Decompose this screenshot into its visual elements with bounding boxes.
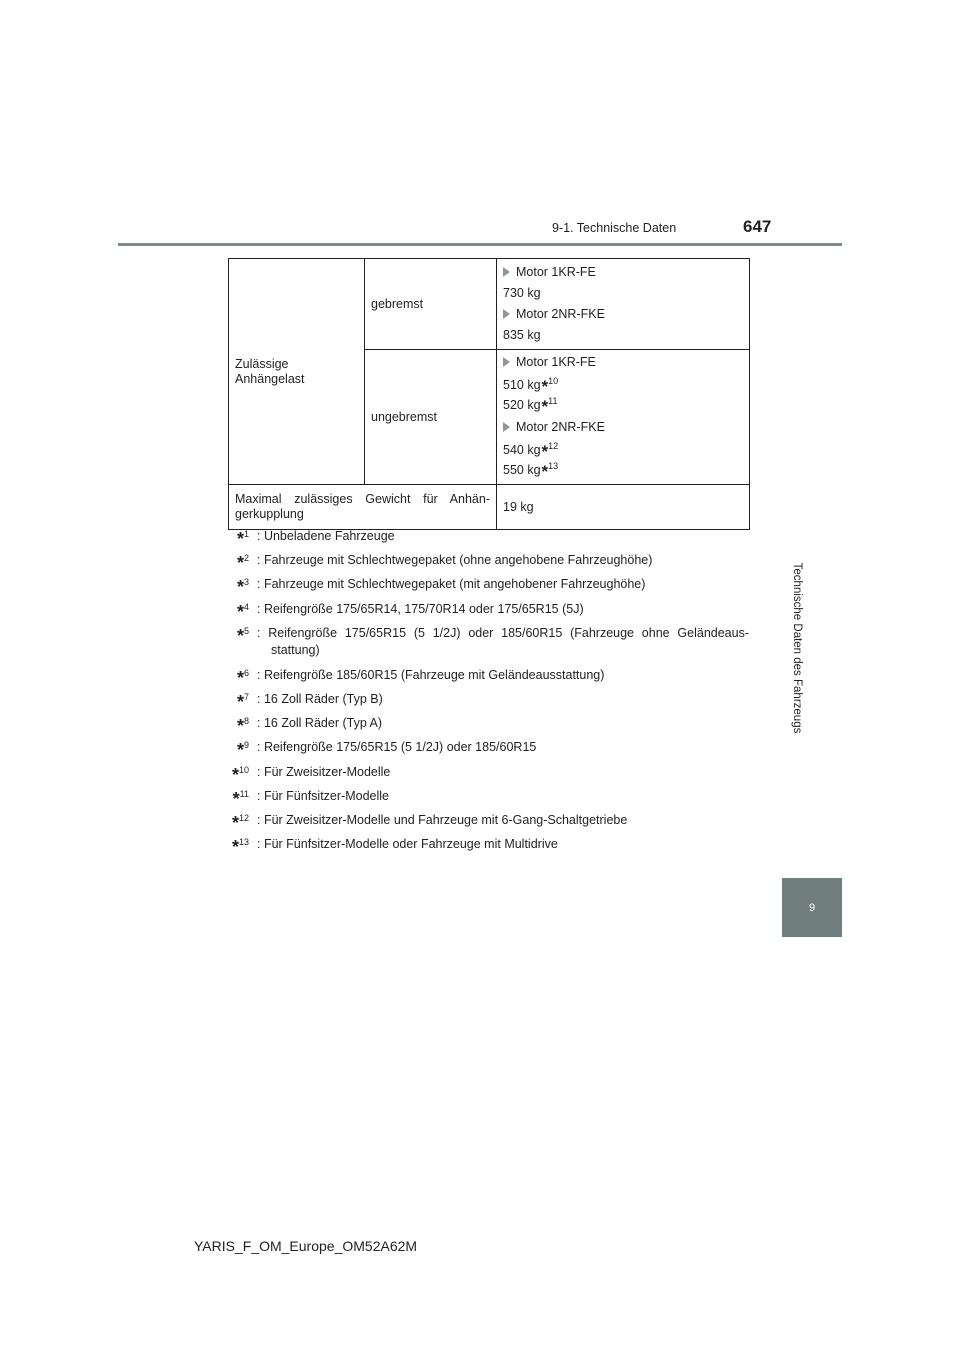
- weight-value: 540 kg*$^{12}$: [503, 441, 559, 461]
- triangle-bullet-icon: [503, 267, 510, 277]
- engine-name: Motor 2NR-FKE: [516, 307, 605, 321]
- footnote-ref: 10: [238, 765, 249, 775]
- weight-value: 550 kg*$^{13}$: [503, 461, 559, 481]
- table-row: [229, 485, 750, 530]
- weight-value: 520 kg*$^{11}$: [503, 396, 558, 416]
- asterisk-icon: *: [236, 692, 244, 712]
- footnote-ref: 7: [243, 692, 249, 702]
- asterisk-icon: *: [236, 716, 244, 736]
- unbraked-label-cell: [365, 350, 497, 485]
- table-row: [229, 259, 750, 350]
- asterisk-icon: *: [231, 837, 239, 857]
- chapter-number: 9: [808, 901, 816, 914]
- footnote-ref: 3: [243, 577, 249, 587]
- weight-value: 730 kg: [503, 286, 541, 300]
- list-item: [503, 265, 743, 280]
- footnote-ref: 12: [238, 813, 249, 823]
- chapter-number-tab: [782, 878, 842, 937]
- footnote-text: : 16 Zoll Räder (Typ A): [257, 716, 383, 730]
- asterisk-icon: *: [236, 668, 244, 688]
- footnote-ref: 13: [548, 461, 559, 471]
- asterisk-icon: *: [231, 765, 239, 785]
- unbraked-values-cell: [497, 350, 750, 485]
- engine-name: Motor 1KR-FE: [516, 355, 596, 369]
- section-title: 9-1. Technische Daten: [552, 221, 677, 235]
- list-item: [503, 307, 743, 322]
- trailer-load-table: [228, 258, 750, 530]
- footnote-text: : Für Fünfsitzer-Modelle oder Fahrzeuge mit Multidrive: [257, 837, 558, 851]
- footnote-text: : Für Fünfsitzer-Modelle: [257, 789, 389, 803]
- document-id: YARIS_F_OM_Europe_OM52A62M: [194, 1238, 418, 1254]
- coupling-value-cell: [497, 485, 750, 530]
- triangle-bullet-icon: [503, 422, 510, 432]
- footnote-ref: 10: [548, 376, 559, 386]
- footnote-text: : Fahrzeuge mit Schlechtwegepaket (ohne angehobene Fahrzeughöhe): [257, 553, 653, 567]
- page-number: 647: [743, 217, 772, 236]
- footnote-ref: 11: [239, 789, 249, 799]
- braked-label: gebremst: [371, 296, 424, 311]
- weight-value: 835 kg: [503, 328, 541, 342]
- coupling-weight: 19 kg: [503, 499, 534, 514]
- asterisk-icon: *: [541, 442, 549, 461]
- engine-name: Motor 1KR-FE: [516, 265, 596, 279]
- coupling-label-line2: gerkupplung: [235, 507, 304, 521]
- footnote-text: : Unbeladene Fahrzeuge: [257, 529, 395, 543]
- coupling-label-line1: Maximal zulässiges Gewicht für Anhän-: [235, 492, 490, 506]
- asterisk-icon: *: [236, 577, 244, 597]
- asterisk-icon: *: [236, 740, 244, 760]
- asterisk-icon: *: [541, 462, 549, 481]
- asterisk-icon: *: [541, 397, 549, 416]
- footnote-ref: 13: [238, 837, 249, 847]
- list-item: [503, 355, 743, 370]
- braked-label-cell: [365, 259, 497, 350]
- table-label-cell: [229, 259, 365, 485]
- coupling-label-cell: [229, 485, 497, 530]
- footnote-ref: 8: [243, 716, 249, 726]
- header-rule: [118, 243, 842, 246]
- footnote-text: : Fahrzeuge mit Schlechtwegepaket (mit angehobener Fahrzeughöhe): [257, 577, 646, 591]
- footnote-ref: 4: [243, 602, 249, 612]
- asterisk-icon: *: [232, 789, 240, 809]
- footnote-text: : 16 Zoll Räder (Typ B): [257, 692, 383, 706]
- footnote-ref: 12: [548, 441, 559, 451]
- footnote-text: : Reifengröße 175/65R14, 175/70R14 oder 175/65R15 (5J): [257, 602, 584, 616]
- triangle-bullet-icon: [503, 309, 510, 319]
- unbraked-label: ungebremst: [371, 409, 438, 424]
- footnote-text-continued: stattung): [271, 643, 320, 657]
- triangle-bullet-icon: [503, 357, 510, 367]
- weight-value: 510 kg*$^{10}$: [503, 376, 559, 396]
- asterisk-icon: *: [231, 813, 239, 833]
- asterisk-icon: *: [236, 626, 244, 646]
- asterisk-icon: *: [236, 529, 244, 549]
- footnote-text: : Reifengröße 175/65R15 (5 1/2J) oder 185/60R15: [257, 740, 537, 754]
- footnote-text: : Reifengröße 185/60R15 (Fahrzeuge mit Geländeausstattung): [257, 668, 605, 682]
- trailer-load-label: Zulässige Anhängelast: [235, 356, 305, 386]
- engine-name: Motor 2NR-FKE: [516, 420, 605, 434]
- footnote-text: : Reifengröße 175/65R15 (5 1/2J) oder 185/60R15 (Fahrzeuge ohne Geländeaus-: [257, 626, 749, 640]
- footnote-text: : Für Zweisitzer-Modelle: [257, 765, 391, 779]
- chapter-title-vertical: Technische Daten des Fahrzeugs: [791, 562, 803, 734]
- footnote-ref: 2: [243, 553, 249, 563]
- footnote-ref: 11: [548, 396, 558, 406]
- footnote-ref: 9: [243, 740, 249, 750]
- footnote-ref: 1: [243, 529, 249, 539]
- asterisk-icon: *: [236, 553, 244, 573]
- footnote-ref: 5: [243, 626, 249, 636]
- asterisk-icon: *: [541, 377, 549, 396]
- footnote-ref: 6: [243, 668, 249, 678]
- footnote-text: : Für Zweisitzer-Modelle und Fahrzeuge mit 6-Gang-Schaltgetriebe: [257, 813, 628, 827]
- braked-values-cell: [497, 259, 750, 350]
- list-item: [503, 420, 743, 435]
- asterisk-icon: *: [236, 602, 244, 622]
